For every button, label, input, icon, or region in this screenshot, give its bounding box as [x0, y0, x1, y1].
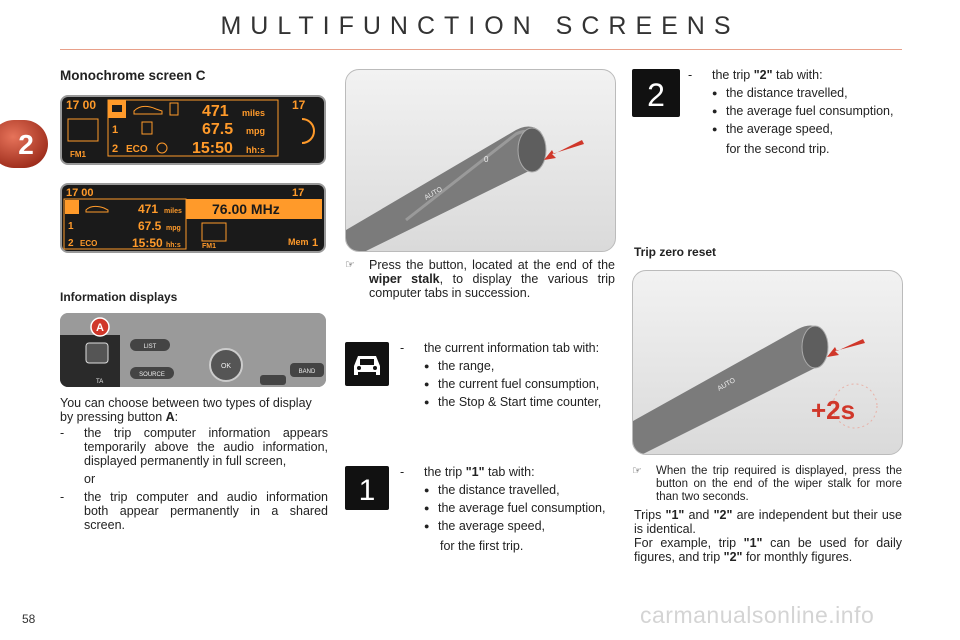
- bullet-icon: ●: [424, 379, 430, 389]
- wiper-stalk-photo-2: [632, 270, 903, 455]
- trip-2-tab-icon: [632, 69, 680, 117]
- or-text: or: [84, 472, 96, 486]
- lcd-screen-2: [60, 183, 326, 253]
- number-2-icon: [632, 69, 680, 117]
- lcd1-row3-value: 15:50: [192, 140, 233, 157]
- lcd2-frequency: 76.00 MHz: [212, 201, 280, 217]
- lcd-screen-1-display: [62, 97, 324, 163]
- lcd2-dist-value: 471: [138, 202, 159, 216]
- callout-a-label: A: [96, 322, 104, 334]
- section-heading-info-displays: Information displays: [60, 290, 178, 304]
- watermark: carmanualsonline.info: [640, 602, 875, 628]
- lcd2-dist-unit: miles: [164, 208, 182, 215]
- lcd1-row3-unit: hh:s: [246, 145, 265, 155]
- wiper-stalk-end-button-2[interactable]: [802, 326, 828, 368]
- example-text: For example, trip "1" can be used for daily figures, and trip "2" for monthly figures.: [634, 536, 902, 564]
- trip-2-item-text: the average fuel consumption,: [726, 104, 894, 118]
- lcd2-cons-value: 67.5: [138, 219, 162, 233]
- two-seconds-badge: +2s: [811, 395, 856, 425]
- button-a-ref: A: [165, 410, 175, 424]
- svg-text:BAND: BAND: [298, 369, 316, 375]
- trip-1-item: [424, 483, 614, 497]
- current-info-tab-icon: [345, 342, 389, 386]
- trip-1-end: for the first trip.: [440, 539, 524, 553]
- display-button-a[interactable]: [86, 343, 108, 363]
- arrow-icon: [544, 140, 584, 160]
- header-rule: [60, 49, 902, 50]
- section-heading-trip-reset: Trip zero reset: [634, 245, 717, 259]
- trip-2-item: [712, 104, 902, 118]
- current-info-item-text: the current fuel consumption,: [438, 377, 600, 391]
- intro-paragraph: You can choose between two types of display by pressing button A:: [60, 396, 312, 424]
- chapter-tab-number: 2: [18, 129, 34, 160]
- svg-text:2: 2: [647, 77, 665, 113]
- reset-note: ☞ When the trip required is displayed, press the button on the end of the wiper stalk for more than two seconds.: [632, 465, 902, 503]
- svg-text:LIST: LIST: [143, 344, 157, 350]
- lcd2-mem-num: 1: [312, 237, 319, 249]
- page-number: 58: [22, 612, 36, 626]
- lcd1-temp: 17: [292, 98, 306, 112]
- lcd-screen-1: [60, 95, 326, 165]
- trip-1-item-text: the average fuel consumption,: [438, 501, 606, 515]
- number-1-icon: [345, 466, 389, 510]
- trip-2-end: for the second trip.: [726, 142, 830, 156]
- trip-1-tab-icon: [345, 466, 389, 510]
- bullet-icon: ●: [424, 485, 430, 495]
- lcd2-time: 17 00: [66, 187, 94, 199]
- bullet-icon: ●: [424, 397, 430, 407]
- press-instruction: ☞ Press the button, located at the end of the wiper stalk, to display the various trip computer tabs in succession.: [345, 258, 615, 300]
- car-front-icon: [345, 342, 389, 386]
- pointing-hand-icon: ☞: [345, 259, 355, 271]
- lcd1-row2-unit: mpg: [246, 126, 265, 136]
- lcd2-time-unit: hh:s: [166, 242, 181, 249]
- lcd2-time-value: 15:50: [132, 236, 163, 250]
- radio-icon-2: [202, 223, 226, 241]
- lcd2-mem: Mem: [288, 237, 309, 247]
- lcd1-time: 17 00: [66, 98, 97, 112]
- trip-2-item: [712, 122, 902, 136]
- ta-label: TA: [96, 379, 104, 385]
- trip-1-item-text: the distance travelled,: [438, 483, 560, 497]
- stalk-auto-label-2: AUTO: [716, 377, 737, 393]
- lcd1-row2-value: 67.5: [202, 121, 234, 138]
- fuel-pump-icon: [170, 103, 178, 115]
- section-heading-monochrome: Monochrome screen C: [60, 68, 206, 83]
- current-info-item: [424, 377, 614, 391]
- trip-1-item-text: the average speed,: [438, 519, 546, 533]
- current-info-item-text: the range,: [438, 359, 495, 373]
- current-info-item-text: the Stop & Start time counter,: [438, 395, 602, 409]
- svg-text:SOURCE: SOURCE: [139, 372, 165, 378]
- lcd1-tab1: 1: [112, 124, 119, 136]
- pointing-hand-icon-2: ☞: [632, 465, 642, 477]
- lcd1-tab2: 2: [112, 143, 119, 155]
- volume-icon: [302, 119, 314, 143]
- trip-2-item: [712, 86, 902, 100]
- current-info-item: [424, 359, 614, 373]
- trip-1-tab-block: - the trip "1" tab with: ● the distance travelled, ● the average fuel consumption, ● the average speed, for the first trip.: [400, 465, 614, 553]
- display-option-1: - the trip computer information appears temporarily above the audio information, displayed permanently in full screen,: [60, 426, 328, 468]
- lcd-screen-2-display: [62, 185, 324, 251]
- page-title: MULTIFUNCTION SCREENS: [220, 12, 740, 40]
- car-outline-icon: [134, 106, 162, 114]
- lcd2-active-tab: [65, 200, 79, 214]
- audio-panel-photo: [60, 313, 326, 387]
- car-icon: [112, 105, 122, 112]
- bullet-icon: ●: [712, 106, 718, 116]
- lcd1-eco: ECO: [126, 144, 148, 155]
- bullet-icon: ●: [712, 88, 718, 98]
- bullet-icon: ●: [712, 124, 718, 134]
- current-info-item: [424, 395, 614, 409]
- lcd2-tab2: 2: [68, 238, 74, 249]
- bullet-icon: ●: [424, 521, 430, 531]
- trip-2-item-text: the distance travelled,: [726, 86, 848, 100]
- bullet-icon: ●: [424, 361, 430, 371]
- svg-text:OK: OK: [220, 363, 232, 370]
- trips-independent-text: Trips "1" and "2" are independent but their use is identical.: [634, 508, 902, 536]
- lcd2-eco: ECO: [80, 239, 98, 248]
- stalk-zero-label: 0: [484, 155, 489, 164]
- arrow-icon-2: [827, 339, 865, 357]
- trip-2-tab-block: - the trip "2" tab with: ● the distance travelled, ● the average fuel consumption, ● the average speed, for the second trip.: [688, 68, 902, 156]
- wiper-stalk-illustration-1: [346, 70, 615, 251]
- trip-1-item: [424, 519, 614, 533]
- audio-panel-illustration: [60, 313, 326, 387]
- wiper-stalk-end-button[interactable]: [518, 128, 546, 172]
- lcd1-row1-value: 471: [202, 103, 229, 120]
- stopwatch-icon: [157, 143, 167, 153]
- wiper-stalk-illustration-2: [633, 271, 902, 454]
- display-options-list: [60, 426, 328, 532]
- radio-icon: [68, 119, 98, 141]
- trip-1-item: [424, 501, 614, 515]
- lcd2-cons-unit: mpg: [166, 225, 181, 232]
- lcd2-radio: FM1: [202, 243, 216, 250]
- trip-2-item-text: the average speed,: [726, 122, 834, 136]
- seek-back-button[interactable]: [260, 375, 286, 385]
- car-outline-icon-2: [86, 206, 108, 212]
- wiper-stalk-photo-1: [345, 69, 616, 252]
- chapter-tab: [0, 118, 52, 170]
- lcd1-radio: FM1: [70, 150, 86, 159]
- current-info-tab-block: - the current information tab with: ● the range, ● the current fuel consumption, ● the Stop & Start time counter,: [400, 341, 614, 409]
- display-option-2: - the trip computer and audio information both appear permanently in a shared screen.: [60, 490, 328, 532]
- consumption-icon: [142, 122, 152, 134]
- bullet-icon: ●: [424, 503, 430, 513]
- lcd2-tab1: 1: [68, 221, 74, 232]
- lcd1-row1-unit: miles: [242, 108, 266, 118]
- stalk-auto-label: AUTO: [423, 186, 444, 202]
- svg-text:1: 1: [358, 474, 376, 507]
- lcd2-temp: 17: [292, 187, 305, 199]
